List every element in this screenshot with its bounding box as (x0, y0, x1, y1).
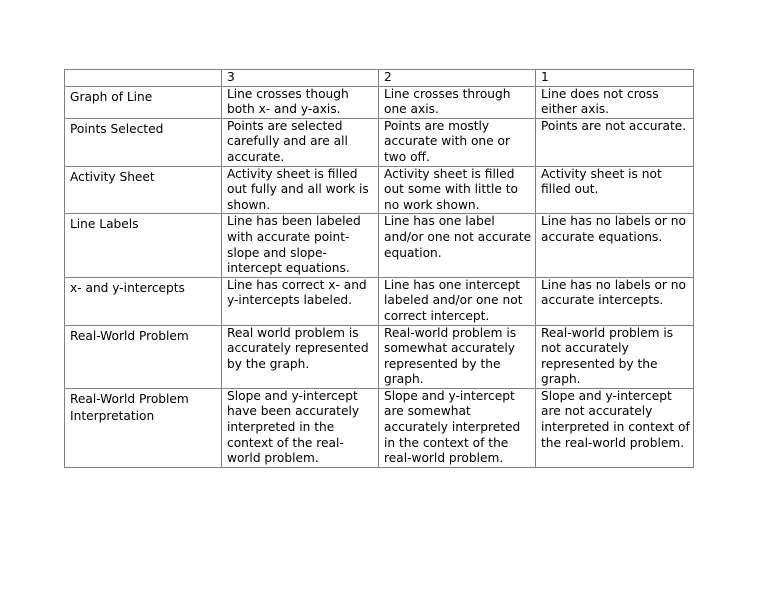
table-row (65, 388, 694, 467)
score-2-cell: Points are mostly accurate with one or two off. (379, 118, 536, 166)
score-1-cell: Real-world problem is not accurately represented by the graph. (536, 325, 694, 388)
score-3-cell: Line has been labeled with accurate point-slope and slope-intercept equations. (222, 214, 379, 277)
score-2-cell: Line has one label and/or one not accurate equation. (379, 214, 536, 277)
table-row (65, 86, 694, 118)
header-cell-score-1: 1 (536, 70, 694, 87)
criterion-cell: x- and y-intercepts (65, 277, 222, 325)
score-3-cell: Slope and y-intercept have been accurately interpreted in the context of the real-world problem. (222, 388, 379, 467)
score-1-cell: Points are not accurate. (536, 118, 694, 166)
score-1-cell: Activity sheet is not filled out. (536, 166, 694, 214)
score-2-cell: Real-world problem is somewhat accurately represented by the graph. (379, 325, 536, 388)
table-row (65, 214, 694, 277)
score-1-cell: Line has no labels or no accurate equations. (536, 214, 694, 277)
criterion-cell: Real-World Problem (65, 325, 222, 388)
criterion-cell: Graph of Line (65, 86, 222, 118)
score-2-cell: Activity sheet is filled out some with little to no work shown. (379, 166, 536, 214)
criterion-cell: Real-World Problem Interpretation (65, 388, 222, 467)
score-1-cell: Line does not cross either axis. (536, 86, 694, 118)
score-3-cell: Activity sheet is filled out fully and all work is shown. (222, 166, 379, 214)
score-2-cell: Line has one intercept labeled and/or one not correct intercept. (379, 277, 536, 325)
table-row (65, 118, 694, 166)
table-row (65, 325, 694, 388)
score-1-cell: Slope and y-intercept are not accurately interpreted in context of the real-world problem. (536, 388, 694, 467)
header-row (65, 70, 694, 87)
header-cell-score-3: 3 (222, 70, 379, 87)
score-3-cell: Real world problem is accurately represented by the graph. (222, 325, 379, 388)
score-2-cell: Line crosses through one axis. (379, 86, 536, 118)
score-3-cell: Line crosses though both x- and y-axis. (222, 86, 379, 118)
score-3-cell: Points are selected carefully and are all accurate. (222, 118, 379, 166)
score-2-cell: Slope and y-intercept are somewhat accurately interpreted in the context of the real-world problem. (379, 388, 536, 467)
header-cell-score-2: 2 (379, 70, 536, 87)
table-row (65, 166, 694, 214)
score-1-cell: Line has no labels or no accurate intercepts. (536, 277, 694, 325)
criterion-cell: Activity Sheet (65, 166, 222, 214)
header-cell-empty (65, 70, 222, 87)
criterion-cell: Line Labels (65, 214, 222, 277)
score-3-cell: Line has correct x- and y-intercepts labeled. (222, 277, 379, 325)
rubric-table (64, 69, 694, 468)
criterion-cell: Points Selected (65, 118, 222, 166)
table-row (65, 277, 694, 325)
